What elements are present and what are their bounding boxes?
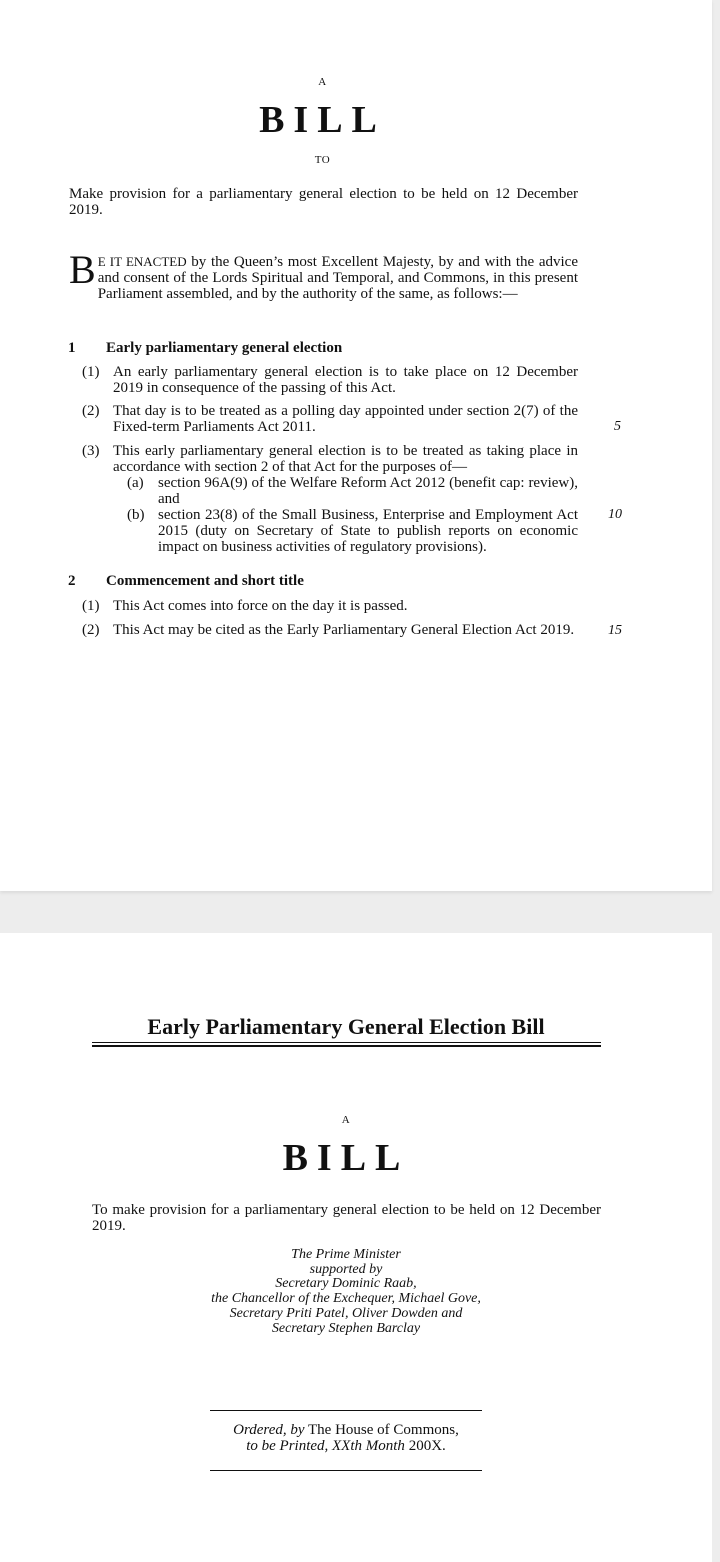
clause-1-sub-1-number: (1) (82, 364, 100, 380)
ordered-house: The House of Commons, (304, 1422, 459, 1438)
supporter-line: Secretary Dominic Raab, (275, 1276, 417, 1292)
line-number-10: 10 (608, 507, 622, 522)
ordered-by: , by (282, 1422, 305, 1438)
clause-2-sub-1-text: This Act comes into force on the day it is passed. (113, 598, 408, 614)
enacting-formula (69, 247, 579, 302)
clause-1-sub-3-number: (3) (82, 443, 100, 459)
clause-1-sub-2-number: (2) (82, 403, 100, 419)
clause-1-sub-1-text: An early parliamentary general election is to take place on 12 December 2019 in consequence of the passing of this Act. (113, 364, 578, 396)
clause-2-sub-2-text: This Act may be cited as the Early Parliamentary General Election Act 2019. (113, 622, 575, 638)
long-title: Make provision for a parliamentary general election to be held on 12 December 2019. (69, 186, 578, 218)
ordered-line-1 (210, 1422, 482, 1438)
enacting-dropcap: B (69, 247, 96, 292)
supporter-line: Secretary Stephen Barclay (271, 1320, 421, 1336)
ordered-rule-top (210, 1410, 482, 1411)
clause-2-heading: Commencement and short title (106, 573, 304, 589)
clause-2-number: 2 (68, 573, 76, 589)
ordered-line-2 (210, 1438, 482, 1454)
ordered-year: 200X. (404, 1438, 446, 1454)
clause-1-para-a-text: section 96A(9) of the Welfare Reform Act 2012 (benefit cap: review), and (158, 475, 578, 507)
bill-supporters (0, 1248, 692, 1336)
line-number-5: 5 (614, 419, 621, 434)
ordered-to-print (210, 1422, 482, 1454)
clause-1-number: 1 (68, 340, 76, 356)
ordered-word: Ordered (233, 1422, 283, 1438)
clause-2-sub-1-number: (1) (82, 598, 100, 614)
bill-to: TO (314, 154, 331, 166)
clause-2-sub-2-number: (2) (82, 622, 100, 638)
bill-heading: BILL (259, 99, 386, 141)
bill-prefix-a-2: A (341, 1114, 351, 1126)
enacting-text (69, 247, 579, 302)
supporter-line: supported by (309, 1261, 383, 1277)
bill-prefix-a: A (318, 76, 327, 88)
short-title: Early Parliamentary General Election Bill (147, 1014, 545, 1039)
supporter-line: The Prime Minister (291, 1247, 401, 1262)
clause-1-sub-2-text: That day is to be treated as a polling day appointed under section 2(7) of the Fixed-term Parliaments Act 2011. (113, 403, 578, 435)
clause-1-para-b-text: section 23(8) of the Small Business, Enterprise and Employment Act 2015 (duty on Secretary of State to publish reports on economic impact on business activities of regulatory provisions). (158, 507, 578, 555)
clause-1-para-b-number: (b) (127, 507, 145, 523)
bill-page-2 (0, 933, 712, 1562)
enacting-smallcaps: E IT ENACTED (97, 254, 187, 269)
long-title-2: To make provision for a parliamentary general election to be held on 12 December 2019. (92, 1202, 601, 1234)
ordered-printed: to be Printed, XXth Month (246, 1438, 405, 1454)
enacting-body: by the Queen’s most Excellent Majesty, by and with the advice and consent of the Lords Spiritual and Temporal, and Commons, in this present Parliament assembled, and by the authority of the same, as follows:— (97, 254, 579, 302)
short-title-rule-bottom (92, 1045, 601, 1047)
ordered-rule-bottom (210, 1470, 482, 1471)
clause-1-sub-3-text: This early parliamentary general election is to be treated as taking place in accordance with section 2 of that Act for the purposes of— (113, 443, 578, 475)
clause-1-heading: Early parliamentary general election (106, 340, 343, 356)
short-title-rule-top (92, 1042, 601, 1043)
line-number-15: 15 (608, 623, 622, 638)
bill-heading-2: BILL (282, 1137, 410, 1179)
clause-1-para-a-number: (a) (127, 475, 144, 491)
supporter-line: the Chancellor of the Exchequer, Michael Gove, (211, 1291, 481, 1307)
supporter-line: Secretary Priti Patel, Oliver Dowden and (229, 1305, 463, 1321)
